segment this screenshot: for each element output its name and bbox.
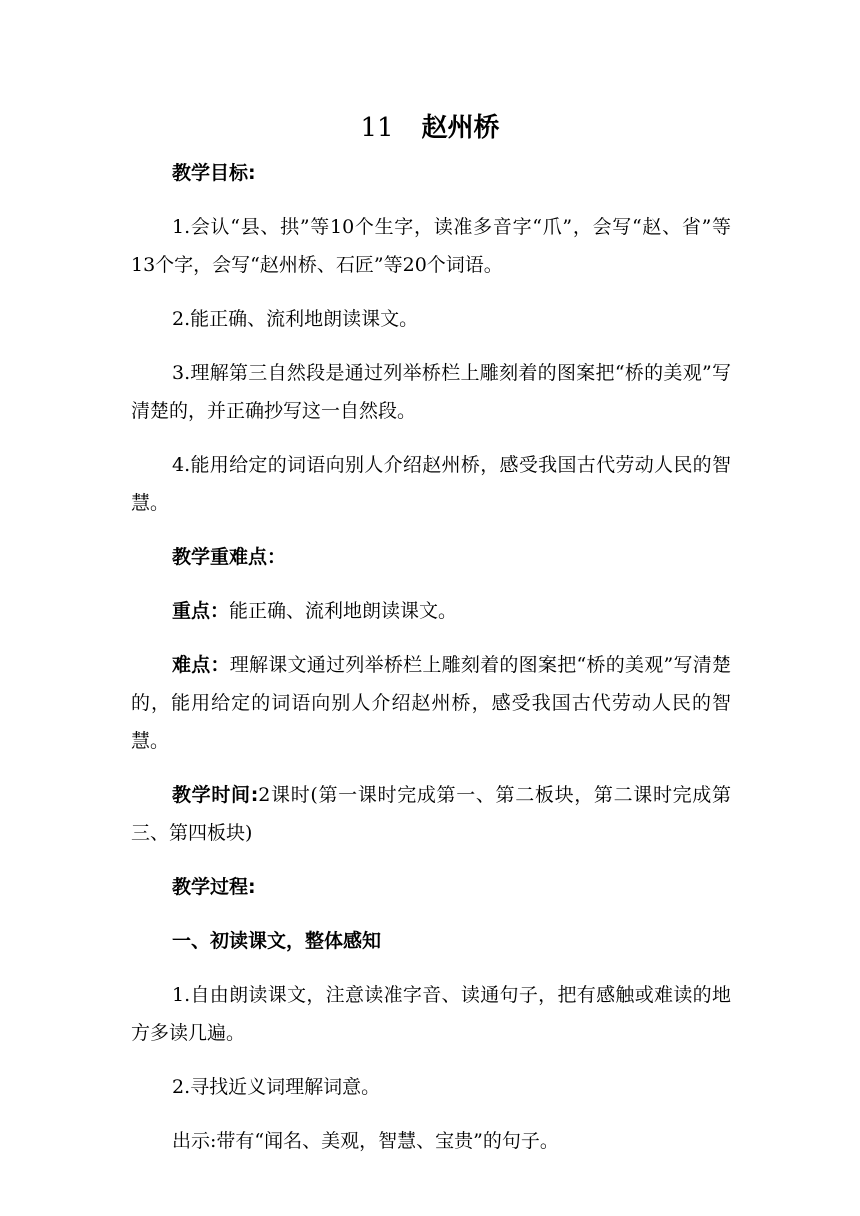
key-text: 能正确、流利地朗读课文。 xyxy=(229,600,458,622)
show-text: 出示:带有“闻名、美观，智慧、宝贵”的句子。 xyxy=(172,1130,559,1152)
title-text: 赵州桥 xyxy=(421,113,500,143)
teaching-time xyxy=(131,776,731,852)
goal-1: 1.会认“县、拱”等10个生字，读准多音字“爪”，会写“赵、省”等13个字，会写“赵州桥、石匠”等20个词语。 xyxy=(131,216,731,276)
page-title xyxy=(0,108,860,148)
time-text: 2课时(第一课时完成第一、第二板块，第二课时完成第三、第四板块) xyxy=(131,784,731,844)
difficult-point xyxy=(131,646,731,760)
goals-heading: 教学目标: xyxy=(172,162,256,184)
difficult-label: 难点： xyxy=(172,654,230,676)
key-label: 重点： xyxy=(172,600,230,622)
goal-2: 2.能正确、流利地朗读课文。 xyxy=(172,308,419,330)
difficult-text: 理解课文通过列举桥栏上雕刻着的图案把“桥的美观”写清楚的，能用给定的词语向别人介绍赵州桥，感受我国古代劳动人民的智慧。 xyxy=(131,654,731,752)
step-2: 2.寻找近义词理解词意。 xyxy=(172,1076,381,1098)
section-1-heading: 一、初读课文，整体感知 xyxy=(172,930,382,952)
goal-4: 4.能用给定的词语向别人介绍赵州桥，感受我国古代劳动人民的智慧。 xyxy=(131,454,731,514)
key-point xyxy=(131,592,731,630)
step-1: 1.自由朗读课文，注意读准字音、读通句子，把有感触或难读的地方多读几遍。 xyxy=(131,984,731,1044)
document-body xyxy=(131,154,731,1176)
title-number: 11 xyxy=(360,113,394,143)
keypoints-heading: 教学重难点： xyxy=(172,546,287,568)
process-heading: 教学过程: xyxy=(172,876,256,898)
time-label: 教学时间: xyxy=(172,784,259,806)
goal-3: 3.理解第三自然段是通过列举桥栏上雕刻着的图案把“桥的美观”写清楚的，并正确抄写这一自然段。 xyxy=(131,362,731,422)
